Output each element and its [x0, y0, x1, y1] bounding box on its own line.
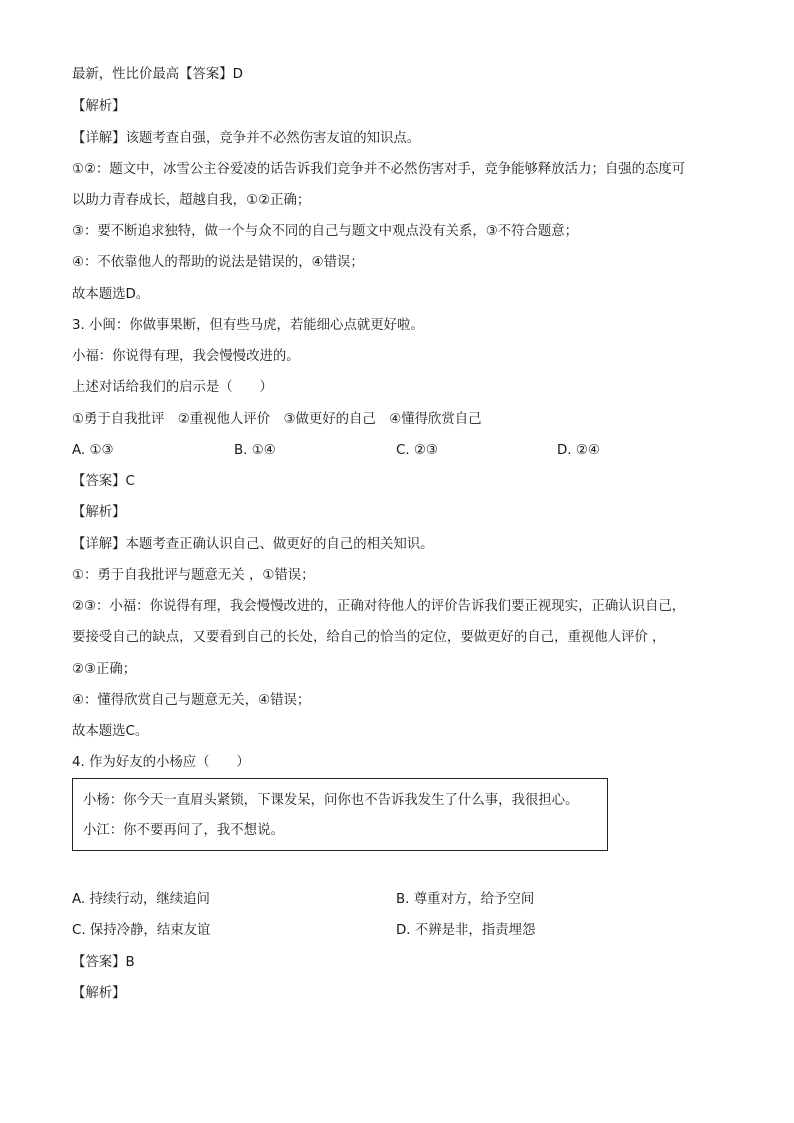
text-line: 故本题选D。 [72, 287, 150, 302]
q4-option-c: C. 保持冷静，结束友谊 [72, 923, 211, 938]
text-line: 故本题选C。 [72, 724, 149, 739]
text-line: ②③：小福：你说得有理，我会慢慢改进的，正确对待他人的评价告诉我们要正视现实，正确认识自己， [72, 599, 686, 614]
text-line: 【详解】该题考查自强，竞争并不必然伤害友谊的知识点。 [72, 131, 421, 146]
question-3-stem: 3. 小闽：你做事果断，但有些马虎，若能细心点就更好啦。 [72, 318, 424, 333]
text-line: 以助力青春成长，超越自我，①②正确； [72, 193, 311, 208]
dialogue-line: 小江：你不要再问了，我不想说。 [83, 823, 284, 838]
text-line: ③：要不断追求独特，做一个与众不同的自己与题文中观点没有关系，③不符合题意； [72, 224, 579, 239]
text-line: ①②：题文中，冰雪公主谷爱凌的话告诉我们竞争并不必然伤害对手，竞争能够释放活力；自强的态度可 [72, 162, 686, 177]
q4-option-b: B. 尊重对方，给予空间 [396, 892, 535, 907]
text-line: 最新，性比价最高【答案】D [72, 67, 243, 82]
answer-line: 【答案】C [72, 474, 135, 489]
q4-option-a: A. 持续行动，继续追问 [72, 892, 210, 907]
text-line: ④：懂得欣赏自己与题意无关，④错误； [72, 693, 311, 708]
text-line: ④：不依靠他人的帮助的说法是错误的，④错误； [72, 255, 364, 270]
q3-option-b: B. ①④ [234, 443, 276, 458]
analysis-heading: 【解析】 [72, 505, 126, 520]
text-line: 要接受自己的缺点，又要看到自己的长处，给自己的恰当的定位，要做更好的自己，重视他人评价 ， [72, 630, 666, 645]
text-line: 上述对话给我们的启示是（ ） [72, 380, 273, 395]
text-line: 【详解】本题考查正确认识自己、做更好的自己的相关知识。 [72, 537, 434, 552]
question-4-stem: 4. 作为好友的小杨应（ ） [72, 755, 250, 770]
answer-line: 【答案】B [72, 955, 135, 970]
analysis-heading: 【解析】 [72, 986, 126, 1001]
dialogue-line: 小杨：你今天一直眉头紧锁，下课发呆，问你也不告诉我发生了什么事，我很担心。 [83, 793, 579, 808]
q4-option-d: D. 不辨是非，指责埋怨 [396, 923, 536, 938]
text-line: ②③正确； [72, 662, 137, 677]
q3-option-a: A. ①③ [72, 443, 114, 458]
text-line: ①勇于自我批评 ②重视他人评价 ③做更好的自己 ④懂得欣赏自己 [72, 412, 482, 427]
q3-option-d: D. ②④ [557, 443, 600, 458]
dialogue-box [72, 778, 608, 851]
text-line: 小福：你说得有理，我会慢慢改进的。 [72, 349, 300, 364]
q3-option-c: C. ②③ [396, 443, 438, 458]
analysis-heading: 【解析】 [72, 99, 126, 114]
text-line: ①：勇于自我批评与题意无关 ，①错误； [72, 568, 315, 583]
